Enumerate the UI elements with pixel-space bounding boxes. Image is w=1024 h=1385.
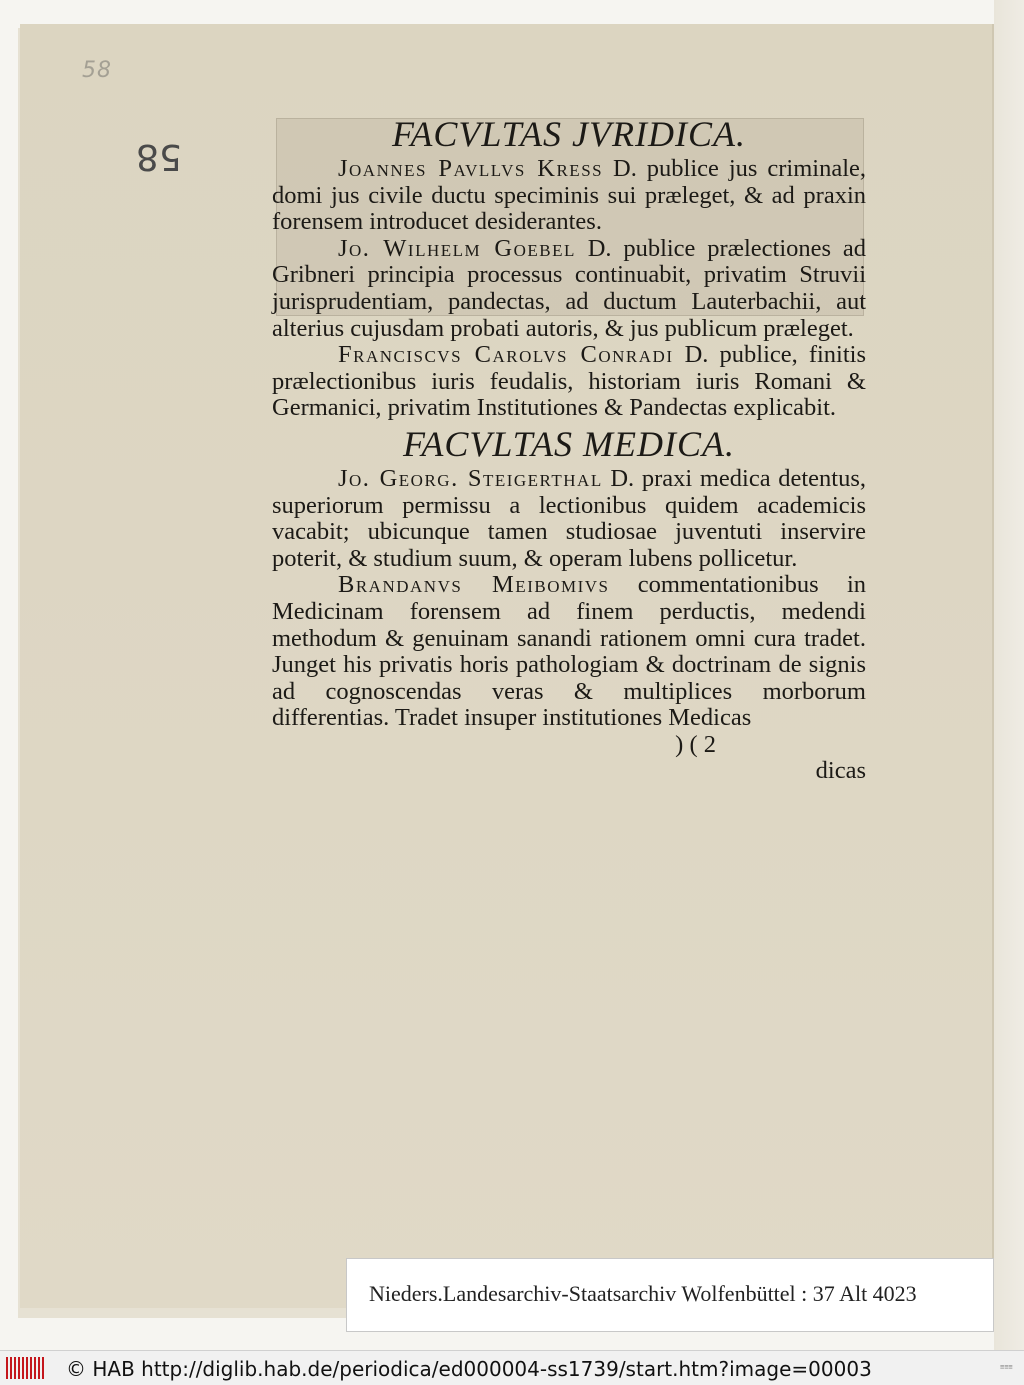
page-text (272, 112, 866, 785)
copyright-link[interactable]: © HAB http://diglib.hab.de/periodica/ed000004-ss1739/start.htm?image=00003 (66, 1357, 872, 1381)
archive-label-text: Nieders.Landesarchiv-Staatsarchiv Wolfenbüttel : 37 Alt 4023 (369, 1281, 917, 1306)
entry-text: D. praxi medica detentus, superiorum permissu a lectionibus quidem academicis vacabit; ubicunque tamen studiosae juventuti inservire poterit, & studium suum, & operam lubens pollicetur. (272, 464, 866, 572)
author-name: Joannes Pavllvs Kress (338, 155, 604, 182)
viewer-footer (0, 1350, 1024, 1385)
signature-mark: ) ( 2 (675, 730, 716, 758)
entry-text: commentationibus in Medicinam forensem ad finem perductis, medendi methodum & genuinam sanandi rationem omni cura tradet. Junget his privatis horis pathologiam & doctrinam de signis ad cognoscendas veras & multiplices morborum differentias. Tradet insuper institutiones Medicas (272, 571, 867, 732)
entry-text: D. publice prælectiones ad Gribneri principia processus continuabit, privatim Struvii jurisprudentiam, pandectas, ad ductum Lauterbachii, aut alterius cujusdam probati autoris, & jus publicum præleget. (272, 234, 866, 342)
scale-mark: ≡≡≡ (1000, 1363, 1013, 1371)
entry-goebel (272, 236, 866, 342)
pencil-note: 58 (82, 58, 112, 83)
page-number-stamp: 58 (136, 136, 182, 177)
entry-meibomius (272, 572, 866, 732)
author-name: Franciscvs Carolvs Conradi (338, 341, 674, 369)
entry-text: D. publice jus criminale, domi jus civile ductu speciminis sui præleget, & ad praxin forensem introducet desiderantes. (272, 155, 867, 236)
catchword: dicas (815, 757, 866, 785)
scan-margin (994, 0, 1024, 1350)
entry-steigerthal (272, 466, 866, 572)
signature-line (272, 732, 866, 759)
author-name: Jo. Georg. Steigerthal (338, 464, 603, 492)
entry-conradi (272, 342, 866, 422)
heading-juridica: FACVLTAS JVRIDICA. (392, 114, 746, 154)
archive-label (346, 1258, 994, 1332)
author-name: Jo. Wilhelm Goebel (338, 234, 576, 262)
author-name: Brandanvs Meibomivs (338, 571, 610, 599)
heading-medica: FACVLTAS MEDICA. (403, 423, 735, 464)
hab-barcode-icon (6, 1357, 46, 1379)
entry-kress (272, 156, 866, 236)
entry-text: D. publice, finitis prælectionibus iuris feudalis, historiam iuris Romani & Germanici, privatim Institutiones & Pandectas explicabit. (272, 341, 867, 422)
